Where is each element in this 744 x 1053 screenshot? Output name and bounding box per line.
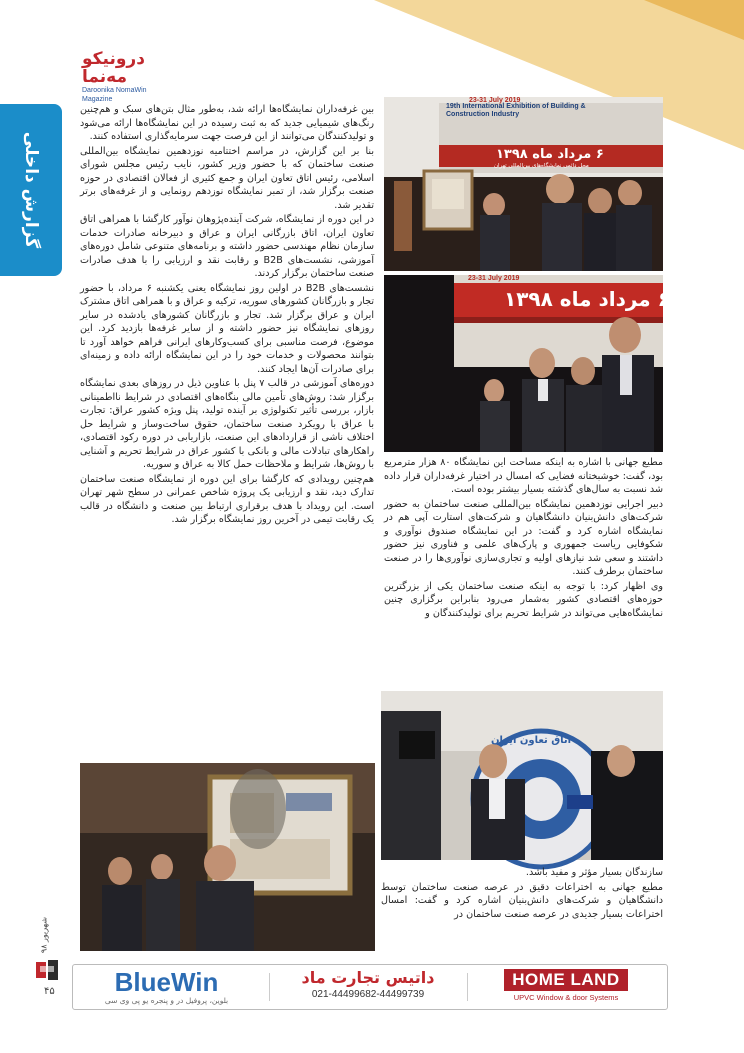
ad-homeland[interactable]: [471, 969, 661, 1005]
divider: [269, 973, 270, 1001]
paragraph: وی اظهار کرد: با توجه به اینکه صنعت ساختمان یکی از بزرگترین حوزه‌های اقتصادی کشور به‌شمار می‌رود بنابراین برگزاری چنین نمایشگاه‌هایی می‌تواند در شرایط تحریم برای تولیدکنندگان و: [384, 580, 663, 619]
page-number: ۴۵: [44, 986, 55, 997]
ad-bluewin[interactable]: [79, 968, 254, 1006]
banner-subtitle: محل دائمی نمایشگاه‌های بین‌المللی تهران: [494, 163, 589, 169]
paragraph: در این دوره از نمایشگاه، شرکت آینده‌پژوهان نوآور کارگشا با همراهی اتاق تعاون ایران، اتاق بازرگانی ایران و عراق و دبیرخانه صادرات خدمات سازمان نظام مهندسی حضور داشته و برنامه‌های متنوعی شامل دوره‌های آموزشی، نشست‌های B2B و رقابت نقد و ارزیابی را با هدف صادرات صنعت ساختمان برگزار کردند.: [80, 214, 374, 279]
paragraph: هم‌چنین رویدادی که کارگشا برای این دوره از نمایشگاه صنعت ساختمان تدارک دید، نقد و ارزیابی یک پروژه شاخص عمرانی در سطح شهر تهران است. این رویداد با هدف برقراری ارتباط بین صنعت و دانشگاه در قالب یک رقابت تیمی در آخرین روز نمایشگاه برگزار شد.: [80, 473, 374, 525]
paragraph: مطیع جهانی با اشاره به اینکه مساحت این نمایشگاه ۸۰ هزار مترمربع بود، گفت: خوشبختانه فضایی که امسال در اختیار غرفه‌داران قرار داده شد نسبت به سال‌های گذشته بسیار بیشتر بوده است.: [384, 457, 663, 495]
paragraph: بین غرفه‌داران نمایشگاه‌ها ارائه شد، به‌طور مثال بتن‌های سبک و هم‌چنین رنگ‌های شیمیایی جدید که به ثبت رسیده در این نمایشگاه‌ها ارائه می‌شود و تولیدکنندگان می‌توانند از این فرصت جهت سرمایه‌گذاری استفاده کنند.: [80, 104, 374, 142]
banner-date: 23-31 July 2019: [469, 97, 521, 104]
banner-persian-date-2: ۶ مرداد ماه ۱۳۹۸: [504, 287, 670, 311]
ad-homeland-title: HOME LAND: [504, 969, 627, 991]
paragraph: سازندگان بسیار مؤثر و مفید باشد.: [525, 867, 663, 878]
ad-datis-title: داتیس تجارت ماد: [301, 968, 435, 987]
section-tab: [0, 104, 62, 276]
ad-bluewin-subtitle: بلوین، پروفیل در و پنجره یو پی وی سی: [104, 996, 229, 1005]
ad-homeland-subtitle: UPVC Window & door Systems: [513, 993, 619, 1002]
photo-officials: [384, 275, 670, 452]
ad-datis-phone: 021-44499682-44499739: [311, 989, 425, 1000]
section-label: گزارش داخلی: [21, 131, 41, 249]
issue-label: شهریور ۹۸: [39, 916, 49, 954]
photo-stamp-unveiling: [80, 763, 375, 951]
bottom-right-text: [381, 866, 663, 948]
banner-english: 19th International Exhibition of Building & Construction Industry: [446, 103, 586, 118]
banner-date-2: 23-31 July 2019: [468, 275, 520, 282]
corner-decoration-dark: [644, 0, 744, 40]
paragraph: بنا بر این گزارش، در مراسم اختتامیه نوزدهمین نمایشگاه بین‌المللی صنعت ساختمان که با حضور وزیر کشور، نایب رئیس مجلس شورای اسلامی، رئیس اتاق تعاون ایران و جمع کثیری از فعالان اقتصادی در حوزه صنعت برگزار شد، از تمبر نمایشگاه نوزدهم رونمایی و از غرفه‌های برتر تقدیر شد.: [80, 145, 374, 211]
ad-datis[interactable]: [287, 968, 449, 1006]
photo-interview: [381, 691, 663, 860]
banner-cooperative: اتاق تعاون ایران: [491, 735, 572, 746]
banner-persian-date: ۶ مرداد ماه ۱۳۹۸: [496, 147, 604, 162]
logo-subtitle: Daroonika NomaWin Magazine: [82, 87, 147, 103]
right-text-column: [384, 456, 663, 686]
paragraph: مطیع جهانی به اختراعات دقیق در عرصه صنعت ساختمان توسط دانشگاهیان و شرکت‌های دانش‌بنیان اشاره کرد و گفت: امسال اختراعات بسیار جدیدی در عرصه صنعت ساختمان در: [381, 881, 663, 920]
magazine-mark-icon: [34, 958, 60, 982]
photo-ceremony-stamp: [384, 97, 663, 271]
advertisement-bar: [72, 964, 668, 1010]
paragraph: دوره‌های آموزشی در قالب ۷ پنل با عناوین ذیل در روزهای بعدی نمایشگاه برگزار شد: روش‌های تأمین مالی بنگاه‌های اقتصادی در شرایط نااطمینانی بازار، بررسی تأثیر تکنولوژی بر آینده تولید، پنل ویژه کشور عراق: تجارت با عراق با رویکرد صنعت ساختمان، حقوق ساخت‌وساز و شرایط حل اختلاف ناشی از قراردادهای این صنعت، بازاریابی در دوره رکود اقتصادی، راهکارهای تبادلات مالی و بانکی با کشور عراق در شرایط تحریم و آشنایی با روش‌ها، شرایط و ملاحظات حمل کالا به عراق و سوریه.: [80, 378, 374, 470]
logo-title: درونیکو مه‌نما: [82, 49, 145, 87]
magazine-logo: [82, 49, 178, 103]
ad-bluewin-title: BlueWin: [114, 967, 219, 997]
divider: [467, 973, 468, 1001]
paragraph: نشست‌های B2B در اولین روز نمایشگاه یعنی یکشنبه ۶ مرداد، با حضور تجار و بازرگانان کشورهای سوریه، ترکیه و عراق و با همراهی اتاق مشترک ایران و عراق برگزار شد. تجار و بازرگانان کشورهای یادشده در سایر روزهای نمایشگاه نیز حضور داشته و از سایر غرفه‌ها بازدید کرد. این موضوع، فرصت مناسبی برای کسب‌وکارهای ایرانی فراهم خواهد آورد تا بتوانند محصولات و خدمات خود را در این نمایشگاه ارائه داده و زمینه‌ای برای صادرات آن‌ها ایجاد کنند.: [80, 282, 375, 375]
paragraph: دبیر اجرایی نوزدهمین نمایشگاه بین‌المللی صنعت ساختمان به حضور شرکت‌های دانش‌بنیان دانشگاهیان و شرکت‌های استارت آپی هم در نمایشگاه اشاره کرد و گفت: در این نمایشگاه صندوق نوآوری و شکوفایی ریاست جمهوری و پارک‌های علمی و فناوری نیز حضور داشتند و سعی شد نیازهای اولیه و تجاری‌سازی نوآوری‌ها را در صنعت ساختمان برطرف کنند.: [384, 498, 663, 577]
left-text-column: [80, 103, 374, 753]
